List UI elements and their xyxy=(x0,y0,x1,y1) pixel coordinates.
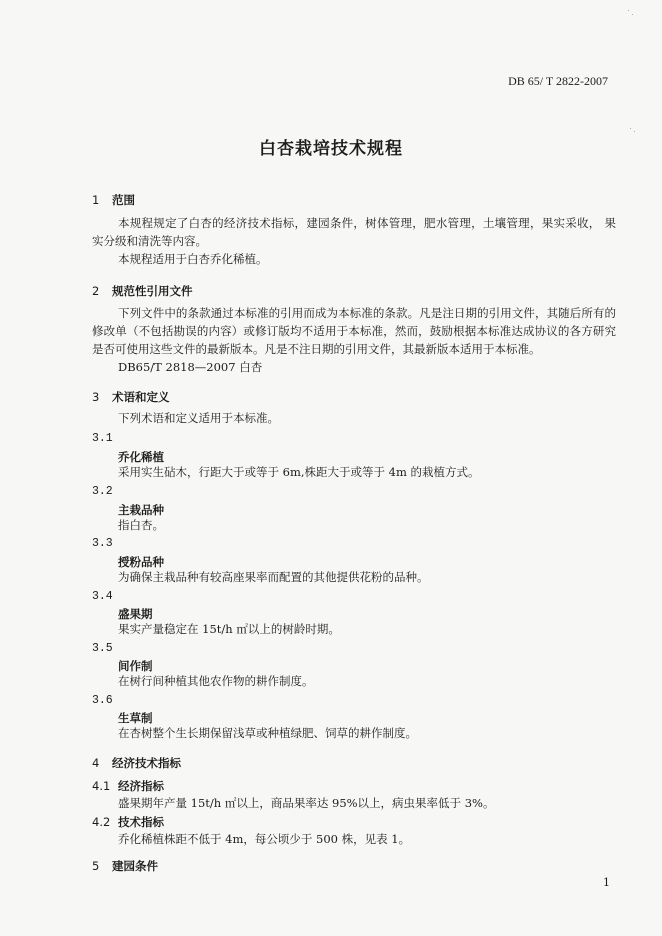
term-number: 3.1 xyxy=(92,432,113,445)
section-1-heading xyxy=(92,192,135,208)
term-number: 3.3 xyxy=(92,537,113,550)
term-number: 3.2 xyxy=(92,485,113,498)
section-title: 建园条件 xyxy=(112,859,158,873)
section-title: 范围 xyxy=(112,193,135,207)
term-name: 间作制 xyxy=(118,659,153,673)
section-title: 术语和定义 xyxy=(112,390,170,404)
section-number: 5 xyxy=(92,859,100,873)
term-name: 主栽品种 xyxy=(118,503,164,517)
document-title: 白杏栽培技术规程 xyxy=(259,139,403,159)
scan-speck xyxy=(634,131,635,132)
term-number: 3.5 xyxy=(92,642,113,655)
subsection-4-2-text: 乔化稀植株距不低于 4m，每公顷少于 500 株，见表 1。 xyxy=(118,832,411,846)
standard-code: DB 65/ T 2822-2007 xyxy=(508,74,608,88)
term-name: 乔化稀植 xyxy=(118,450,164,464)
section-2-heading xyxy=(92,283,193,299)
subsection-4-1-heading xyxy=(92,778,164,794)
scan-speck xyxy=(632,14,633,15)
term-name: 盛果期 xyxy=(118,607,153,621)
scan-speck xyxy=(630,128,631,129)
term-definition: 在杏树整个生长期保留浅草或种植绿肥、饲草的耕作制度。 xyxy=(118,726,417,740)
section-2-paragraph-1: 下列文件中的条款通过本标准的引用而成为本标准的条款。凡是注日期的引用文件，其随后所有的修改单（不包括勘误的内容）或修订版均不适用于本标准，然而，鼓励根据本标准达成协议的各方研究是否可使用这些文件的最新版本。凡是不注日期的引用文件，其最新版本适用于本标准。 xyxy=(92,306,616,356)
section-1-paragraph-2: 本规程适用于白杏乔化稀植。 xyxy=(118,252,268,266)
subsection-number: 4.2 xyxy=(92,815,111,829)
term-definition: 指白杏。 xyxy=(118,518,164,532)
subsection-title: 技术指标 xyxy=(118,815,164,829)
term-name: 生草制 xyxy=(118,711,153,725)
section-number: 3 xyxy=(92,390,100,404)
section-3-intro: 下列术语和定义适用于本标准。 xyxy=(118,411,279,425)
section-3-heading xyxy=(92,389,170,405)
term-definition: 果实产量稳定在 15t/h ㎡以上的树龄时期。 xyxy=(118,622,340,636)
page-number: 1 xyxy=(603,876,610,889)
term-name: 授粉品种 xyxy=(118,555,164,569)
term-number: 3.6 xyxy=(92,694,113,707)
section-number: 4 xyxy=(92,756,100,770)
term-definition: 为确保主栽品种有较高座果率而配置的其他提供花粉的品种。 xyxy=(118,570,429,584)
section-5-heading xyxy=(92,858,158,874)
section-number: 2 xyxy=(92,284,100,298)
term-number: 3.4 xyxy=(92,590,113,603)
scan-speck xyxy=(628,10,629,11)
section-1-paragraph-1: 本规程规定了白杏的经济技术指标，建园条件，树体管理，肥水管理，土壤管理，果实采收， 果实分级和清洗等内容。 xyxy=(92,216,616,248)
subsection-title: 经济指标 xyxy=(118,779,164,793)
section-number: 1 xyxy=(92,193,100,207)
term-definition: 在树行间种植其他农作物的耕作制度。 xyxy=(118,674,314,688)
normative-reference: DB65/T 2818—2007 白杏 xyxy=(118,360,263,374)
subsection-4-1-text: 盛果期年产量 15t/h ㎡以上，商品果率达 95%以上，病虫果率低于 3%。 xyxy=(118,796,495,810)
section-4-heading xyxy=(92,755,181,771)
section-title: 规范性引用文件 xyxy=(112,284,193,298)
section-title: 经济技术指标 xyxy=(112,756,181,770)
subsection-number: 4.1 xyxy=(92,779,111,793)
term-definition: 采用实生砧木，行距大于或等于 6m,株距大于或等于 4m 的栽植方式。 xyxy=(118,465,480,479)
subsection-4-2-heading xyxy=(92,814,164,830)
